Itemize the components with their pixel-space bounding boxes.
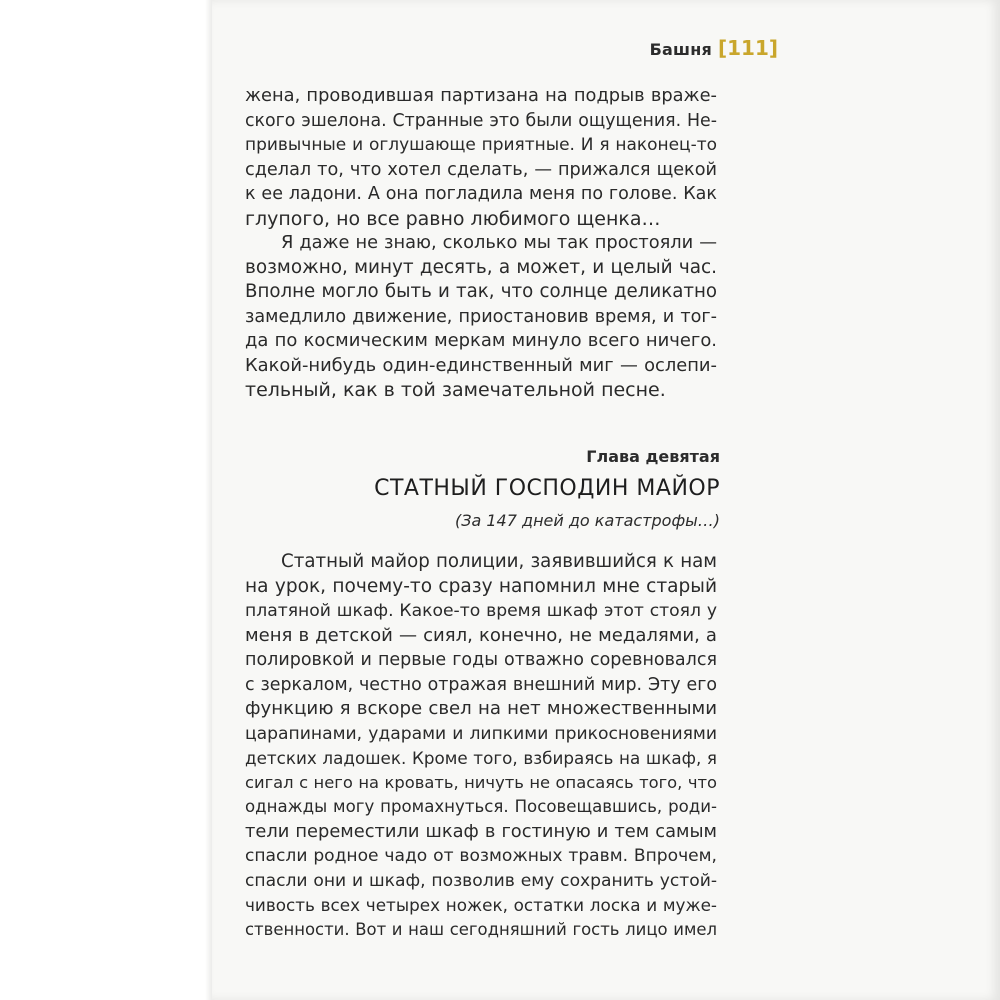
text-line: царапинами, ударами и липкими прикосновениями — [245, 723, 717, 744]
text-line: привычные и оглушающе приятные. И я наконец-то — [245, 135, 717, 155]
text-line: Статный майор полиции, заявившийся к нам — [281, 551, 717, 572]
paragraph-block-2 — [245, 550, 717, 942]
text-line: замедлило движение, приостановив время, и тог- — [245, 306, 717, 327]
text-line: спасли родное чадо от возможных травм. Впрочем, — [245, 846, 717, 866]
text-line: глупого, но все равно любимого щенка… — [245, 207, 661, 230]
text-line: функцию я вскоре свел на нет множественными — [245, 698, 717, 719]
text-line: Я даже не знаю, сколько мы так простояли — — [281, 232, 717, 253]
text-line: сигал с него на кровать, ничуть не опасаясь того, что — [245, 772, 717, 792]
text-line: меня в детской — сиял, конечно, не медалями, а — [245, 624, 717, 646]
text-line: спасли они и шкаф, позволив ему сохранить устой- — [245, 870, 717, 891]
text-line: однажды могу промахнуться. Посовещавшись, роди- — [245, 797, 717, 816]
paragraph-block-1 — [245, 84, 717, 403]
text-line: возможно, минут десять, а может, и целый час. — [245, 256, 717, 278]
text-line: жена, проводившая партизана на подрыв враже- — [245, 85, 717, 106]
text-line: чивость всех четырех ножек, остатки лоска и муже- — [245, 895, 717, 915]
text-line: с зеркалом, честно отражая внешний мир. Эту его — [245, 674, 717, 695]
text-line: на урок, почему-то сразу напомнил мне старый — [245, 575, 717, 597]
text-line: тели переместили шкаф в гостиную и тем самым — [245, 820, 717, 842]
text-line: Какой-нибудь один-единственный миг — ослепи- — [245, 354, 717, 376]
text-line: полировкой и первые годы отважно соревновался — [245, 650, 717, 670]
text-line: да по космическим меркам минуло всего ничего. — [245, 330, 717, 351]
text-line: ственности. Вот и наш сегодняшний гость лицо имел — [245, 919, 717, 939]
chapter-label: Глава девятая — [586, 447, 720, 466]
running-title: Башня — [649, 40, 712, 59]
running-head — [650, 36, 778, 60]
page-number: [111] — [717, 36, 778, 60]
text-line: сделал то, что хотел сделать, — прижался щекой — [245, 159, 717, 180]
text-line: тельный, как в той замечательной песне. — [245, 379, 666, 401]
text-line: ского эшелона. Странные это были ощущения. Не- — [245, 110, 717, 131]
text-line: платяной шкаф. Какое-то время шкаф этот стоял у — [245, 601, 717, 621]
chapter-title: СТАТНЫЙ ГОСПОДИН МАЙОР — [374, 476, 720, 501]
text-line: детских ладошек. Кроме того, взбираясь на шкаф, я — [245, 748, 717, 768]
text-line: к ее ладони. А она погладила меня по голове. Как — [245, 184, 717, 204]
text-line: Вполне могло быть и так, что солнце деликатно — [245, 281, 717, 302]
chapter-subtitle: (За 147 дней до катастрофы…) — [454, 511, 720, 530]
